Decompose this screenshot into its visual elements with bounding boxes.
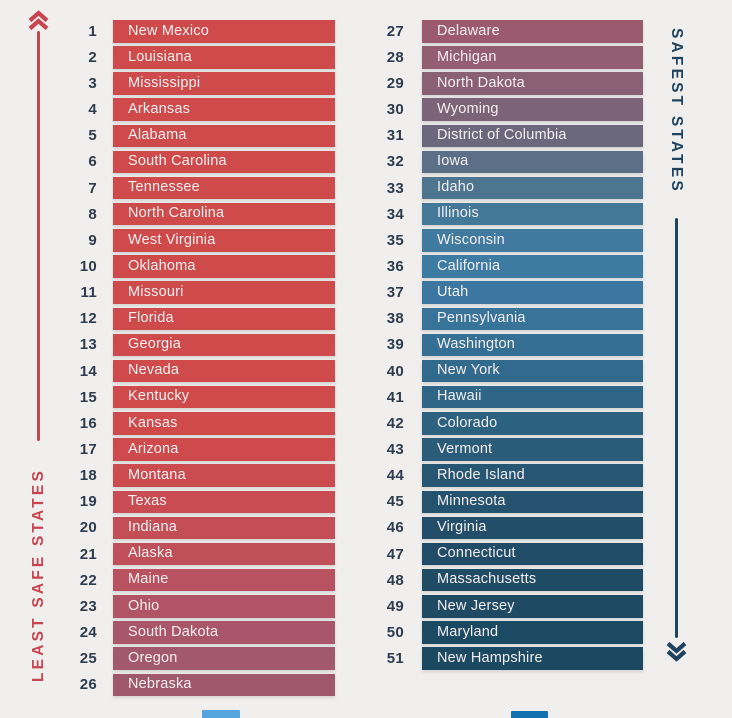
state-bar [422,464,643,487]
state-label: Missouri [128,283,184,300]
state-bar [113,46,335,69]
rank-number: 19 [79,493,97,511]
state-label: Oklahoma [128,257,196,274]
rank-row [58,177,335,200]
state-bar [113,177,335,200]
rank-row [58,151,335,174]
rank-number: 24 [79,623,97,641]
rank-row [58,229,335,252]
state-label: North Dakota [437,74,525,91]
rank-row [365,72,643,95]
state-label: South Dakota [128,623,219,640]
rank-number: 11 [80,284,97,302]
state-bar [113,569,335,592]
rank-row [58,20,335,43]
rank-row [365,491,643,514]
state-bar [113,621,335,644]
state-bar [422,125,643,148]
state-bar [113,595,335,618]
state-bar [113,491,335,514]
state-label: Delaware [437,22,500,39]
rank-number: 50 [386,623,404,641]
state-label: New York [437,362,500,379]
state-label: Iowa [437,153,469,170]
rank-number: 10 [79,258,97,276]
rank-row [365,569,643,592]
state-label: Alabama [128,127,187,144]
rank-number: 5 [88,127,97,145]
state-label: New Jersey [437,597,515,614]
rank-row [365,438,643,461]
rank-row [365,98,643,121]
state-bar [113,647,335,670]
state-label: New Hampshire [437,649,543,666]
rank-number: 3 [88,75,97,93]
state-bar [113,517,335,540]
rank-row [365,281,643,304]
state-bar [422,177,643,200]
state-label: South Carolina [128,153,227,170]
rank-row [365,334,643,357]
state-label: Maine [128,571,169,588]
state-label: Minnesota [437,493,506,510]
rank-number: 26 [79,676,97,694]
state-bar [113,674,335,697]
rank-row [365,125,643,148]
rank-row [365,308,643,331]
state-label: Ohio [128,597,160,614]
state-bar [113,308,335,331]
rank-number: 22 [79,571,97,589]
down-arrow-icon [665,638,688,662]
rank-row [58,255,335,278]
rank-number: 6 [88,153,97,171]
rank-number: 18 [79,467,97,485]
state-label: Colorado [437,414,498,431]
state-bar [422,438,643,461]
state-bar [113,20,335,43]
state-bar [113,360,335,383]
rank-number: 33 [386,179,404,197]
least-safe-rail-label: LEAST SAFE STATES [30,468,47,683]
rank-row [365,621,643,644]
safest-column [365,20,643,674]
safest-rail-label: SAFEST STATES [668,28,685,194]
rank-number: 16 [79,414,97,432]
state-bar [113,543,335,566]
state-bar [422,569,643,592]
rank-row [58,281,335,304]
rank-number: 21 [79,545,97,563]
rank-number: 30 [386,101,404,119]
rank-row [58,647,335,670]
state-bar [113,203,335,226]
rank-row [58,569,335,592]
state-bar [422,151,643,174]
state-label: Texas [128,493,167,510]
state-label: Alaska [128,545,173,562]
state-label: North Carolina [128,205,225,222]
state-bar [113,386,335,409]
rank-row [365,360,643,383]
state-label: Arizona [128,440,179,457]
rank-row [58,412,335,435]
state-label: Connecticut [437,545,516,562]
state-bar [422,229,643,252]
rank-row [58,46,335,69]
rank-row [365,464,643,487]
state-bar [113,98,335,121]
state-label: Wisconsin [437,231,505,248]
rank-number: 14 [79,362,97,380]
rank-number: 43 [386,441,404,458]
rank-number: 36 [386,258,404,276]
rank-row [365,543,643,566]
rank-row [365,151,643,174]
state-label: Wyoming [437,100,499,117]
state-bar [422,281,643,304]
state-bar [422,72,643,95]
rank-row [365,203,643,226]
rank-row [58,464,335,487]
rank-row [365,412,643,435]
state-bar [113,438,335,461]
state-bar [422,20,643,43]
rank-row [58,98,335,121]
state-label: District of Columbia [437,127,567,144]
state-bar [422,517,643,540]
rank-row [58,621,335,644]
rank-row [365,647,643,670]
rank-number: 27 [386,22,404,40]
rank-row [58,203,335,226]
state-bar [422,595,643,618]
rank-number: 39 [386,336,404,354]
rank-number: 38 [386,310,404,328]
rank-number: 7 [88,179,97,197]
state-label: Montana [128,466,186,483]
rank-number: 51 [386,650,404,668]
state-bar [422,360,643,383]
rank-number: 12 [79,310,97,328]
rank-number: 15 [79,388,97,406]
rank-number: 17 [79,441,97,458]
rank-row [58,308,335,331]
state-bar [113,412,335,435]
state-bar [113,281,335,304]
state-label: Michigan [437,48,497,65]
legend-chip-light [202,710,240,718]
rank-row [365,177,643,200]
rank-number: 28 [386,48,404,66]
rank-number: 31 [386,127,404,145]
rank-row [58,360,335,383]
rank-number: 1 [88,22,97,40]
state-label: Illinois [437,205,479,222]
rank-number: 40 [386,362,404,380]
state-label: Kansas [128,414,178,431]
state-label: Nevada [128,362,180,379]
state-label: Louisiana [128,48,192,65]
rank-row [365,46,643,69]
rank-number: 32 [386,153,404,171]
state-label: Georgia [128,336,181,353]
state-label: New Mexico [128,22,209,39]
state-bar [422,308,643,331]
rank-number: 35 [386,231,404,249]
rank-number: 42 [386,414,404,432]
state-label: Tennessee [128,179,200,196]
state-bar [422,412,643,435]
state-label: Pennsylvania [437,310,526,327]
legend-chip-dark [511,711,548,718]
state-label: Vermont [437,440,493,457]
state-bar [422,621,643,644]
state-bar [113,72,335,95]
rank-number: 48 [386,571,404,589]
rank-row [58,674,335,697]
least-safe-column [58,20,335,700]
state-bar [422,255,643,278]
rank-number: 13 [79,336,97,354]
state-label: Indiana [128,519,177,536]
state-bar [113,255,335,278]
state-bar [422,491,643,514]
rank-row [365,255,643,278]
state-label: Oregon [128,649,178,666]
rank-number: 34 [386,205,404,223]
state-label: Rhode Island [437,466,525,483]
rank-row [58,438,335,461]
rank-number: 44 [386,467,404,485]
rank-row [58,491,335,514]
rank-number: 20 [79,519,97,537]
rank-number: 25 [79,650,97,668]
rank-number: 8 [88,205,97,223]
rank-row [58,386,335,409]
state-label: Maryland [437,623,499,640]
state-label: Hawaii [437,388,482,405]
state-bar [422,386,643,409]
state-label: Kentucky [128,388,190,405]
rank-number: 47 [386,545,404,563]
state-bar [113,151,335,174]
rank-number: 37 [386,284,404,302]
rank-row [58,334,335,357]
state-bar [422,46,643,69]
state-label: Utah [437,283,469,300]
rank-number: 41 [386,388,404,406]
rank-row [58,72,335,95]
rank-number: 29 [386,75,404,93]
rank-number: 49 [386,597,404,615]
state-bar [422,543,643,566]
rank-row [58,517,335,540]
rank-number: 46 [386,519,404,537]
state-bar [113,229,335,252]
state-bar [422,203,643,226]
rank-number: 45 [386,493,404,511]
rank-row [365,229,643,252]
state-label: Washington [437,336,516,353]
state-label: California [437,257,501,274]
state-label: Massachusetts [437,571,537,588]
state-bar [422,98,643,121]
state-label: Mississippi [128,74,201,91]
rank-number: 4 [88,101,97,119]
safest-rail-line [675,218,678,638]
state-label: Virginia [437,519,487,536]
state-bar [113,464,335,487]
state-label: West Virginia [128,231,216,248]
rank-row [365,386,643,409]
rank-number: 9 [88,231,97,249]
rank-row [365,20,643,43]
state-bar [422,334,643,357]
least-safe-rail-line [37,31,40,441]
rank-number: 2 [88,48,97,66]
state-bar [422,647,643,670]
state-label: Idaho [437,179,475,196]
state-bar [113,125,335,148]
rank-row [365,595,643,618]
rank-row [58,543,335,566]
state-bar [113,334,335,357]
rank-row [58,595,335,618]
state-label: Arkansas [128,100,191,117]
rank-row [365,517,643,540]
rank-row [58,125,335,148]
state-label: Florida [128,310,174,327]
rank-number: 23 [79,597,97,615]
state-label: Nebraska [128,676,192,693]
